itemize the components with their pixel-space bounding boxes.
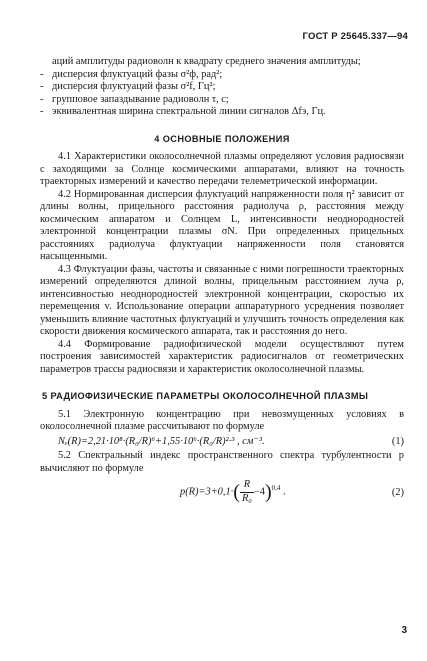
definition-item: - дисперсия флуктуаций фазы σ²ф, рад²; bbox=[40, 68, 223, 80]
paragraph-4-3: 4.3 Флуктуации фазы, частоты и связанные с ними погрешности траекторных измерений определяются длиной волны, прицельным расстоянием луча ρ, интенсивностью неоднородностей электронной концентрации, скоростью их перемещения v. Использование операции аппаратурного усреднения позволяет уменьшить влияние частотных флуктуаций и улучшить точность определения как скорости движения космического аппарата, так и расстояния до него. bbox=[40, 263, 404, 337]
section-5-title: 5 РАДИОФИЗИЧЕСКИЕ ПАРАМЕТРЫ ОКОЛОСОЛНЕЧНОЙ ПЛАЗМЫ bbox=[42, 391, 369, 401]
formula-1-expression: Nₑ(R)=2,21·10⁸·(R₀/R)⁶+1,55·10⁶·(R₀/R)²·³ , см⁻³. bbox=[58, 435, 265, 447]
page-number: 3 bbox=[401, 625, 407, 636]
document-body bbox=[40, 56, 404, 511]
formula-1-number: (1) bbox=[391, 435, 404, 447]
definition-item: - групповое запаздывание радиоволн τ, с; bbox=[40, 93, 229, 105]
definitions-list bbox=[40, 56, 404, 119]
formula-2-fraction: $\frac{R}{\text{R₀}}$ bbox=[241, 479, 252, 504]
formula-2 bbox=[40, 479, 404, 509]
definition-continuation: аций амплитуды радиоволн к квадрату среднего значения амплитуды; bbox=[52, 56, 361, 67]
paragraph-4-1: 4.1 Характеристики околосолнечной плазмы определяют условия радиосвязи с заходящими за Солнце космическими аппаратами, влияют на точность траекторных измерений и качество передачи телеметрической информации. bbox=[40, 151, 404, 187]
formula-2-number: (2) bbox=[391, 487, 404, 498]
formula-2-expression: p(R)=3+0,1·( $\frac{R}{\text{R₀}}$ −4)$^{0,4}$ . bbox=[180, 479, 286, 504]
formula-1 bbox=[40, 436, 404, 449]
paragraph-5-2: 5.2 Спектральный индекс пространственного спектра турбулентности p вычисляют по формуле bbox=[40, 450, 404, 474]
section-4-title: 4 ОСНОВНЫЕ ПОЛОЖЕНИЯ bbox=[154, 133, 290, 144]
paragraph-5-1: 5.1 Электронную концентрацию при невозмущенных условиях в околосолнечной плазме рассчитывают по формуле bbox=[40, 408, 404, 432]
document-header: ГОСТ Р 25645.337—94 bbox=[302, 31, 408, 42]
definition-item: - эквивалентная ширина спектральной линии сигналов Δfэ, Гц. bbox=[40, 106, 326, 117]
definition-item: - дисперсия флуктуаций фазы σ²f, Гц²; bbox=[40, 81, 216, 92]
paragraph-4-4: 4.4 Формирование радиофизической модели осуществляют путем построения зависимостей характеристик радиосигналов от геометрических параметров трассы радиосвязи и характеристик околосолнечной плазмы. bbox=[40, 338, 404, 375]
paragraph-4-2: 4.2 Нормированная дисперсия флуктуаций напряженности поля η² зависит от длины волны, прицельного расстояния радиолуча ρ, расстояния между космическим аппаратом и Солнцем L, интенсивности неоднородностей электронной концентрации плазмы σN. При определенных прицельных расстояниях радиолуча флуктуации напряженности поля становятся насыщенными. bbox=[40, 188, 404, 262]
